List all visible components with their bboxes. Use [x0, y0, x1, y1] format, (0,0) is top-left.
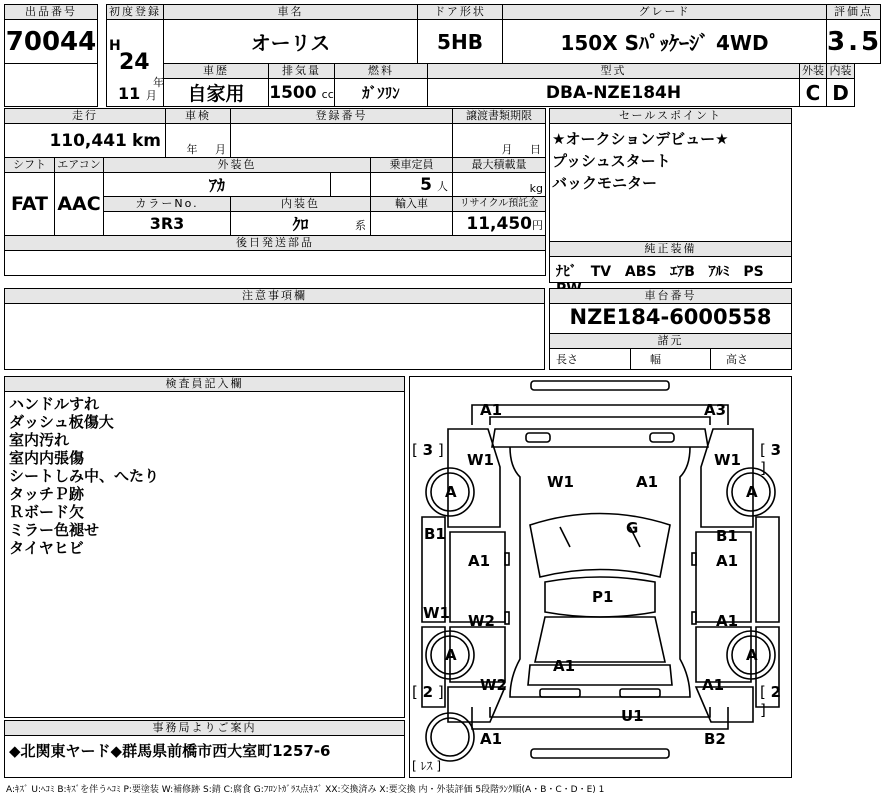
load: kg — [453, 173, 546, 197]
interior-grade: D — [827, 79, 855, 107]
spec-width: 幅 — [650, 353, 661, 366]
mark-bumper: U1 — [621, 707, 644, 725]
inspector-note: ハンドルすれ — [9, 395, 100, 413]
mark-spare-r: [ 3 ] — [760, 441, 782, 477]
mark-rear-l: A1 — [480, 730, 503, 748]
later-parts — [5, 251, 546, 276]
model-label: 型式 — [428, 64, 800, 79]
sales-points-list — [552, 128, 729, 194]
spec-length: 長さ — [556, 353, 578, 366]
grade: 150X Sﾊﾟｯｹｰｼﾞ 4WD — [503, 20, 827, 64]
notes-label: 注意事項欄 — [5, 289, 544, 304]
equipment-item: PS — [743, 264, 764, 280]
mark-trunk: A1 — [553, 657, 576, 675]
chassis-label: 車台番号 — [550, 289, 791, 304]
equipment-item: ﾅﾋﾞ — [556, 264, 577, 280]
recycle-label: リサイクル預託金 — [453, 197, 546, 212]
import — [371, 212, 453, 236]
equipment-label: 純正装備 — [550, 242, 791, 257]
history: 自家用 — [164, 79, 269, 107]
reg-no — [231, 124, 453, 158]
equipment-item: ｴｱB — [670, 264, 695, 280]
sales-point-item: バックモニター — [552, 174, 658, 192]
lot-no-label: 出品番号 — [5, 5, 98, 20]
first-reg-value: H 24 年 — [107, 20, 164, 107]
mark-tire-rr: A — [746, 646, 758, 664]
mark-roof: P1 — [592, 588, 614, 606]
grade-label: グレード — [503, 5, 827, 20]
import-label: 輸入車 — [371, 197, 453, 212]
ext-color-label: 外装色 — [104, 158, 371, 173]
office-box — [4, 720, 405, 778]
car-outline-diagram — [410, 377, 791, 777]
inspector-note: ダッシュ板傷大 — [9, 413, 114, 431]
mark-rear-r: B2 — [704, 730, 726, 748]
inspector-box — [4, 376, 405, 718]
mark-door-rr: A1 — [716, 612, 739, 630]
load-label: 最大積載量 — [453, 158, 546, 173]
damage-diagram — [409, 376, 792, 778]
mark-spare-l: [ 3 ] — [412, 441, 444, 459]
notes-box — [4, 288, 545, 370]
color-no-label: カラーNo. — [104, 197, 231, 212]
car-name: オーリス — [164, 20, 418, 64]
mark-spare-rr: [ 2 ] — [760, 683, 782, 719]
mark-sill-l: W1 — [423, 604, 450, 622]
inspector-note: 室内内張傷 — [9, 449, 85, 467]
capacity: 5 人 — [371, 173, 453, 197]
first-reg-label: 初度登録 — [107, 5, 164, 20]
inspection-date: 年 月 — [166, 124, 231, 158]
shift-label: シフト — [5, 158, 55, 173]
chassis-box — [549, 288, 792, 370]
exterior-label: 外装 — [800, 64, 827, 79]
office-label: 事務局よりご案内 — [5, 721, 404, 736]
vehicle-details-table — [4, 108, 546, 276]
mileage-label: 走行 — [5, 109, 166, 124]
inspector-note: ミラー色褪せ — [9, 521, 100, 539]
inspector-note: タッチＰ跡 — [9, 485, 85, 503]
mark-hood-r: A1 — [636, 473, 659, 491]
mark-tire-fl: A — [445, 483, 457, 501]
fuel-label: 燃料 — [335, 64, 428, 79]
history-label: 車歴 — [164, 64, 269, 79]
chassis-number: NZE184-6000558 — [569, 305, 772, 329]
inspector-note: 室内汚れ — [9, 431, 70, 449]
mark-fender-l: W1 — [467, 451, 494, 469]
mark-spare-rl: [ 2 ] — [412, 683, 444, 701]
legend: A:ｷｽﾞ U:ﾍｺﾐ B:ｷｽﾞを伴うﾍｺﾐ P:要塗装 W:補修跡 S:錆 C:腐食 G:ﾌﾛﾝﾄｶﾞﾗｽ点ｷｽﾞ XX:交換済み X:要交換 内・外装評価 5段階ﾗﾝｸ順(A・B・C・D・E) 1 — [6, 785, 605, 795]
score-label: 評価点 — [827, 5, 881, 20]
door-type: 5HB — [418, 20, 503, 64]
interior-label: 内装 — [827, 64, 855, 79]
equipment-item: ｱﾙﾐ — [708, 264, 730, 280]
office-text: ◆北関東ヤード◆群馬県前橋市西大室町1257-6 — [9, 742, 331, 760]
transfer-date: 月 日 — [453, 124, 546, 158]
mileage: 110,441 km — [5, 124, 166, 158]
int-color-label: 内装色 — [231, 197, 371, 212]
fuel: ｶﾞｿﾘﾝ — [335, 79, 428, 107]
inspector-notes — [9, 395, 159, 557]
spec-height: 高さ — [726, 353, 748, 366]
mark-door-rl: W2 — [468, 612, 495, 630]
mark-spare-label: [ ﾚｽ ] — [412, 759, 442, 773]
mark-windshield: G — [626, 519, 639, 537]
sales-points-box — [549, 108, 792, 242]
reg-month: 11 月 — [118, 84, 157, 103]
color-no: 3R3 — [104, 212, 231, 236]
inspector-note: シートしみ中、へたり — [9, 467, 160, 485]
reg-no-label: 登録番号 — [231, 109, 453, 124]
mark-door-fr: A1 — [716, 552, 739, 570]
mark-qtr-r: A1 — [702, 676, 725, 694]
equipment-box — [549, 241, 792, 283]
shift: FAT — [5, 173, 55, 236]
inspector-note: Ｒボード欠 — [9, 503, 85, 521]
mark-qtr-l: W2 — [480, 676, 507, 694]
equipment-item: TV — [590, 264, 612, 280]
sales-point-item: ★オークションデビュー★ — [552, 130, 729, 148]
car-name-label: 車名 — [164, 5, 418, 20]
recycle: 11,450円 — [453, 212, 546, 236]
lot-no: 70044 — [5, 20, 98, 64]
mark-hood-l: W1 — [547, 473, 574, 491]
sales-points-label: セールスポイント — [550, 109, 791, 124]
transfer-label: 譲渡書類期限 — [453, 109, 546, 124]
mark-front-right: A3 — [704, 401, 727, 419]
sales-point-item: プッシュスタート — [552, 152, 671, 170]
specs-label: 諸元 — [550, 333, 791, 349]
mark-fender-r: W1 — [714, 451, 741, 469]
ext-color: ｱｶ — [104, 173, 331, 197]
equipment-item: ABS — [624, 264, 657, 280]
int-color: ｸﾛ 系 — [231, 212, 371, 236]
exterior-grade: C — [800, 79, 827, 107]
inspection-label: 車検 — [166, 109, 231, 124]
door-label: ドア形状 — [418, 5, 503, 20]
later-parts-label: 後日発送部品 — [5, 236, 546, 251]
inspector-note: タイヤヒビ — [9, 539, 84, 557]
mark-pillar-l: B1 — [424, 525, 446, 543]
mark-tire-rl: A — [445, 646, 457, 664]
displacement-label: 排気量 — [269, 64, 335, 79]
mark-door-fl: A1 — [468, 552, 491, 570]
model: DBA-NZE184H — [428, 79, 800, 107]
mark-tire-fr: A — [746, 483, 758, 501]
ac: AAC — [55, 173, 104, 236]
inspector-label: 検査員記入欄 — [5, 377, 404, 392]
score: 3.5 — [827, 20, 881, 64]
capacity-label: 乗車定員 — [371, 158, 453, 173]
displacement: 1500 cc — [269, 79, 335, 107]
ac-label: エアコン — [55, 158, 104, 173]
mark-front-left: A1 — [480, 401, 503, 419]
mark-pillar-r: B1 — [716, 527, 738, 545]
